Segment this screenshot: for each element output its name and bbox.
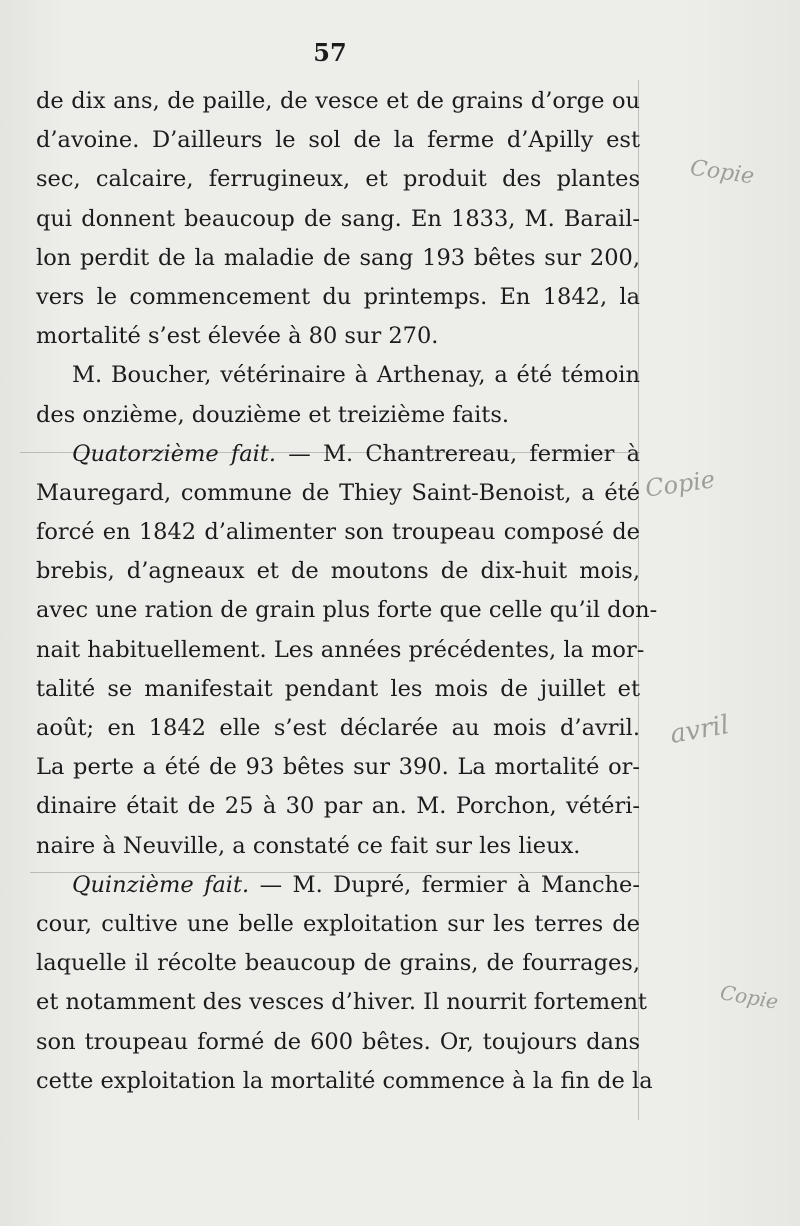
line-text: dinaire était de 25 à 30 par an. M. Porchon, vétéri- [36, 793, 640, 820]
text-line [36, 160, 640, 199]
margin-note: Copie [643, 465, 717, 503]
line-text: son troupeau formé de 600 bêtes. Or, toujours dans [36, 1028, 640, 1055]
line-text: lon perdit de la maladie de sang 193 bêtes sur 200, [36, 244, 640, 271]
text-line [36, 1062, 653, 1101]
line-text: — M. Dupré, fermier à Manche- [249, 871, 640, 898]
text-line [36, 709, 640, 748]
text-line [36, 200, 640, 239]
line-text: août; en 1842 elle s’est déclarée au mois d’avril. [36, 715, 640, 741]
text-line [36, 552, 640, 591]
text-line [36, 827, 640, 866]
text-line [36, 317, 640, 356]
line-text: vers le commencement du printemps. En 1842, la [36, 283, 640, 310]
line-text: mortalité s’est élevée à 80 sur 270. [36, 323, 439, 350]
line-text: brebis, d’agneaux et de moutons de dix-huit mois, [36, 558, 640, 585]
line-text: talité se manifestait pendant les mois de juillet et [36, 675, 640, 702]
text-line [36, 787, 640, 826]
line-text: La perte a été de 93 bêtes sur 390. La mortalité or- [36, 754, 640, 781]
text-line [36, 435, 640, 474]
text-line [36, 396, 640, 435]
text-line [36, 121, 640, 160]
line-text: d’avoine. D’ailleurs le sol de la ferme d’Apilly est [36, 127, 640, 154]
text-line [36, 474, 640, 513]
body-text [36, 82, 658, 1101]
text-line [36, 748, 640, 787]
line-text: nait habituellement. Les années précédentes, la mor- [36, 636, 645, 663]
text-line [36, 591, 658, 630]
line-text: de dix ans, de paille, de vesce et de grains d’orge ou [36, 88, 640, 114]
text-line [36, 670, 640, 709]
margin-note: Copie [718, 980, 781, 1014]
line-text: M. Boucher, vétérinaire à Arthenay, a été témoin [72, 362, 640, 389]
line-text: cour, cultive une belle exploitation sur les terres de [36, 910, 640, 937]
text-line [36, 1023, 640, 1062]
text-line [36, 82, 640, 121]
line-text: forcé en 1842 d’alimenter son troupeau composé de [36, 519, 640, 546]
line-text: laquelle il récolte beaucoup de grains, de fourrages, [36, 950, 640, 977]
text-line [36, 944, 640, 983]
text-line [36, 278, 640, 317]
line-text: des onzième, douzième et treizième faits. [36, 401, 510, 428]
text-line [36, 866, 640, 905]
line-text: sec, calcaire, ferrugineux, et produit des plantes [36, 166, 640, 193]
line-text: Mauregard, commune de Thiey Saint-Benoist, a été [36, 479, 640, 506]
line-text: — M. Chantrereau, fermier à [276, 440, 640, 467]
text-line [36, 239, 640, 278]
line-text: avec une ration de grain plus forte que celle qu’il don- [36, 597, 658, 624]
line-text: naire à Neuville, a constaté ce fait sur les lieux. [36, 832, 581, 859]
line-text: qui donnent beaucoup de sang. En 1833, M. Barail- [36, 205, 640, 232]
margin-note: Copie [688, 155, 756, 190]
page-number: 57 [313, 38, 347, 67]
text-line [36, 513, 640, 552]
text-line [36, 905, 640, 944]
line-text: et notamment des vesces d’hiver. Il nourrit fortement [36, 989, 647, 1016]
margin-note: avril [667, 710, 732, 750]
text-line [36, 631, 645, 670]
line-text: cette exploitation la mortalité commence à la fin de la [36, 1067, 653, 1094]
text-line [36, 983, 647, 1022]
text-line [36, 356, 640, 395]
section-heading: Quatorzième fait. [72, 440, 277, 467]
section-heading: Quinzième fait. [72, 871, 250, 898]
